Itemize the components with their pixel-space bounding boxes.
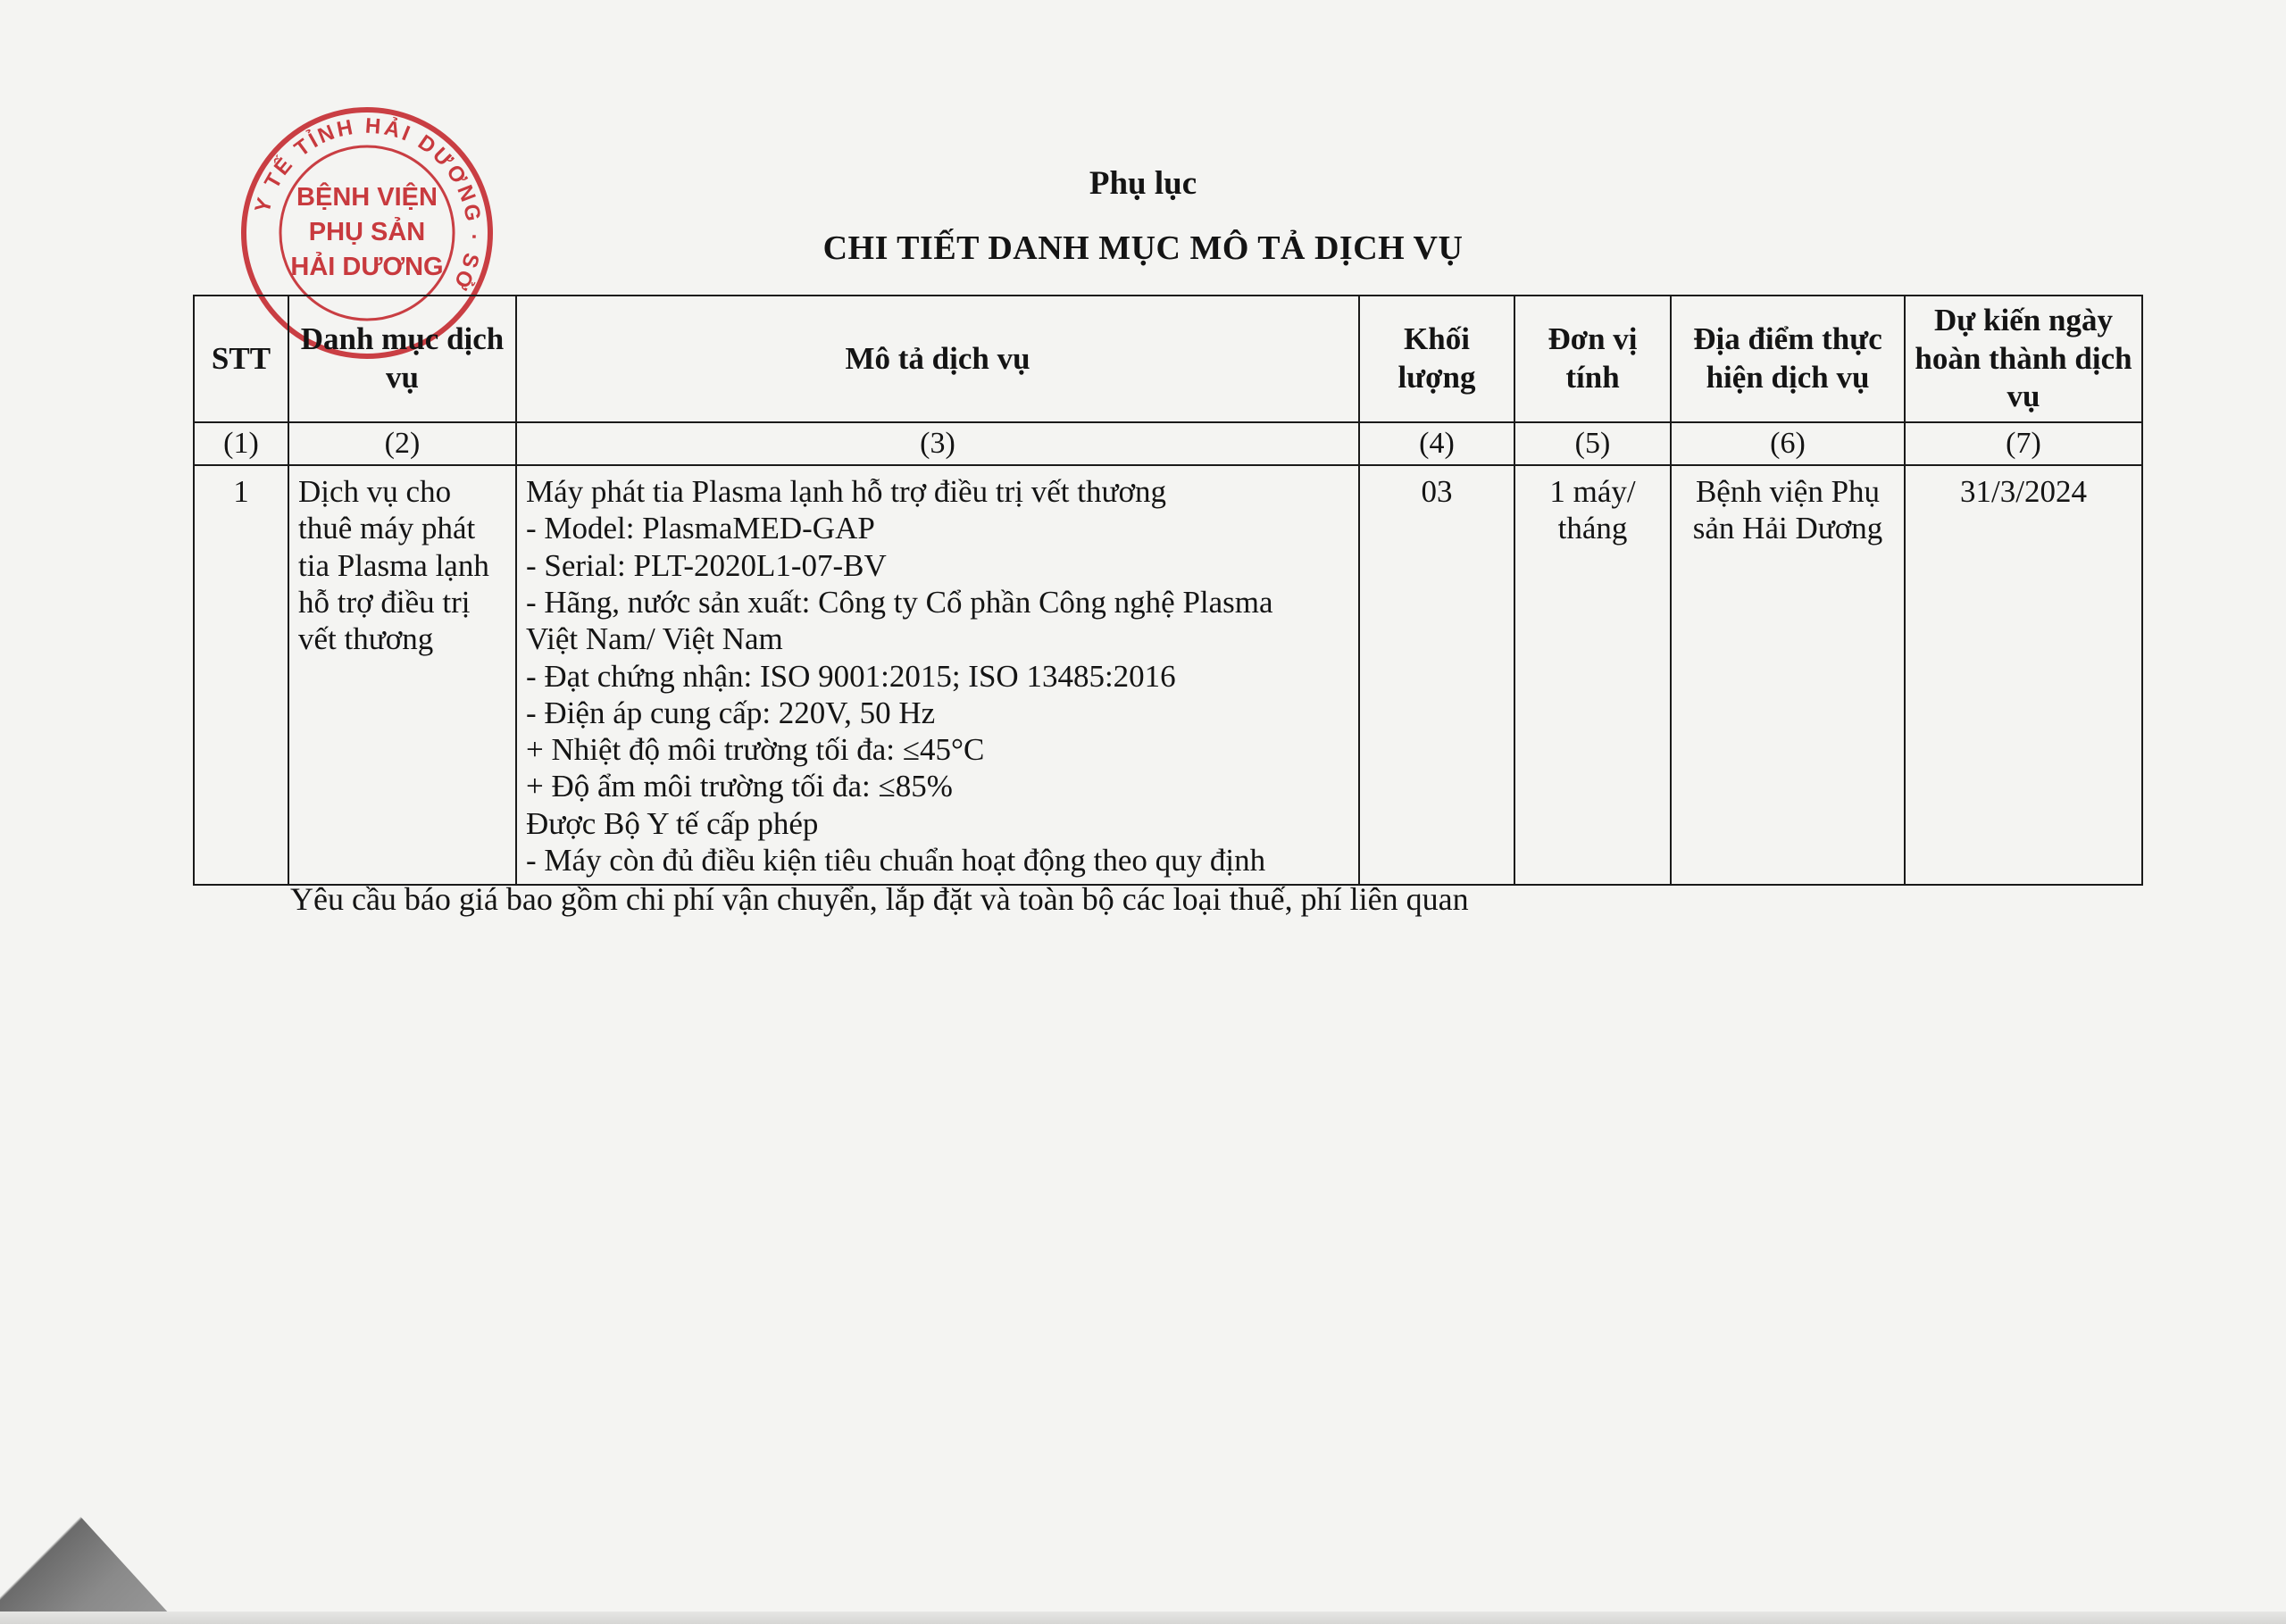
description-line: + Độ ẩm môi trường tối đa: ≤85% — [526, 769, 953, 804]
document-title: CHI TIẾT DANH MỤC MÔ TẢ DỊCH VỤ — [822, 229, 1464, 267]
header-service-category: Danh mục dịch vụ — [288, 296, 516, 422]
column-number: (2) — [288, 422, 516, 465]
header-stt: STT — [194, 296, 288, 422]
svg-text:PHỤ SẢN: PHỤ SẢN — [308, 218, 426, 246]
table-row — [194, 465, 2142, 885]
column-number: (6) — [1671, 422, 1905, 465]
description-line: - Máy còn đủ điều kiện tiêu chuẩn hoạt động theo quy định — [526, 843, 1266, 879]
quotation-note: Yêu cầu báo giá bao gồm chi phí vận chuyển, lắp đặt và toàn bộ các loại thuế, phí liên quan — [290, 881, 1469, 917]
svg-text:HẢI DƯƠNG: HẢI DƯƠNG — [290, 253, 444, 281]
column-number: (1) — [194, 422, 288, 465]
row-quantity: 03 — [1359, 465, 1514, 885]
row-location: Bệnh viện Phụ sản Hải Dương — [1671, 465, 1905, 885]
svg-text:Y TẾ TỈNH HẢI DƯƠNG · SỞ: Y TẾ TỈNH HẢI DƯƠNG · SỞ — [250, 113, 487, 296]
column-number: (4) — [1359, 422, 1514, 465]
row-service-name: Dịch vụ cho thuê máy phát tia Plasma lạnh hỗ trợ điều trị vết thương — [288, 465, 516, 885]
table-header-row — [194, 296, 2142, 422]
row-stt: 1 — [194, 465, 288, 885]
page-bottom-edge — [0, 1612, 2286, 1624]
header-quantity: Khối lượng — [1359, 296, 1514, 422]
header-description: Mô tả dịch vụ — [516, 296, 1359, 422]
column-number: (3) — [516, 422, 1359, 465]
description-line: - Serial: PLT-2020L1-07-BV — [526, 547, 887, 583]
header-location: Địa điểm thực hiện dịch vụ — [1671, 296, 1905, 422]
svg-text:BỆNH VIỆN: BỆNH VIỆN — [296, 183, 438, 212]
row-completion-date: 31/3/2024 — [1905, 465, 2142, 885]
description-line: Việt Nam/ Việt Nam — [526, 621, 783, 657]
row-description — [516, 465, 1359, 885]
page-corner-shadow — [0, 1428, 179, 1624]
description-line: - Model: PlasmaMED-GAP — [526, 511, 875, 546]
service-table — [193, 295, 2143, 886]
column-number: (7) — [1905, 422, 2142, 465]
description-line: Được Bộ Y tế cấp phép — [526, 805, 819, 841]
description-line: - Điện áp cung cấp: 220V, 50 Hz — [526, 695, 936, 730]
appendix-label: Phụ lục — [1089, 165, 1197, 202]
description-line: - Đạt chứng nhận: ISO 9001:2015; ISO 13485:2016 — [526, 658, 1176, 694]
column-number-row — [194, 422, 2142, 465]
header-unit: Đơn vị tính — [1514, 296, 1671, 422]
description-line: - Hãng, nước sản xuất: Công ty Cổ phần Công nghệ Plasma — [526, 584, 1273, 620]
description-line: Máy phát tia Plasma lạnh hỗ trợ điều trị vết thương — [526, 474, 1166, 510]
description-line: + Nhiệt độ môi trường tối đa: ≤45°C — [526, 732, 985, 768]
row-unit: 1 máy/ tháng — [1514, 465, 1671, 885]
header-completion-date: Dự kiến ngày hoàn thành dịch vụ — [1905, 296, 2142, 422]
column-number: (5) — [1514, 422, 1671, 465]
